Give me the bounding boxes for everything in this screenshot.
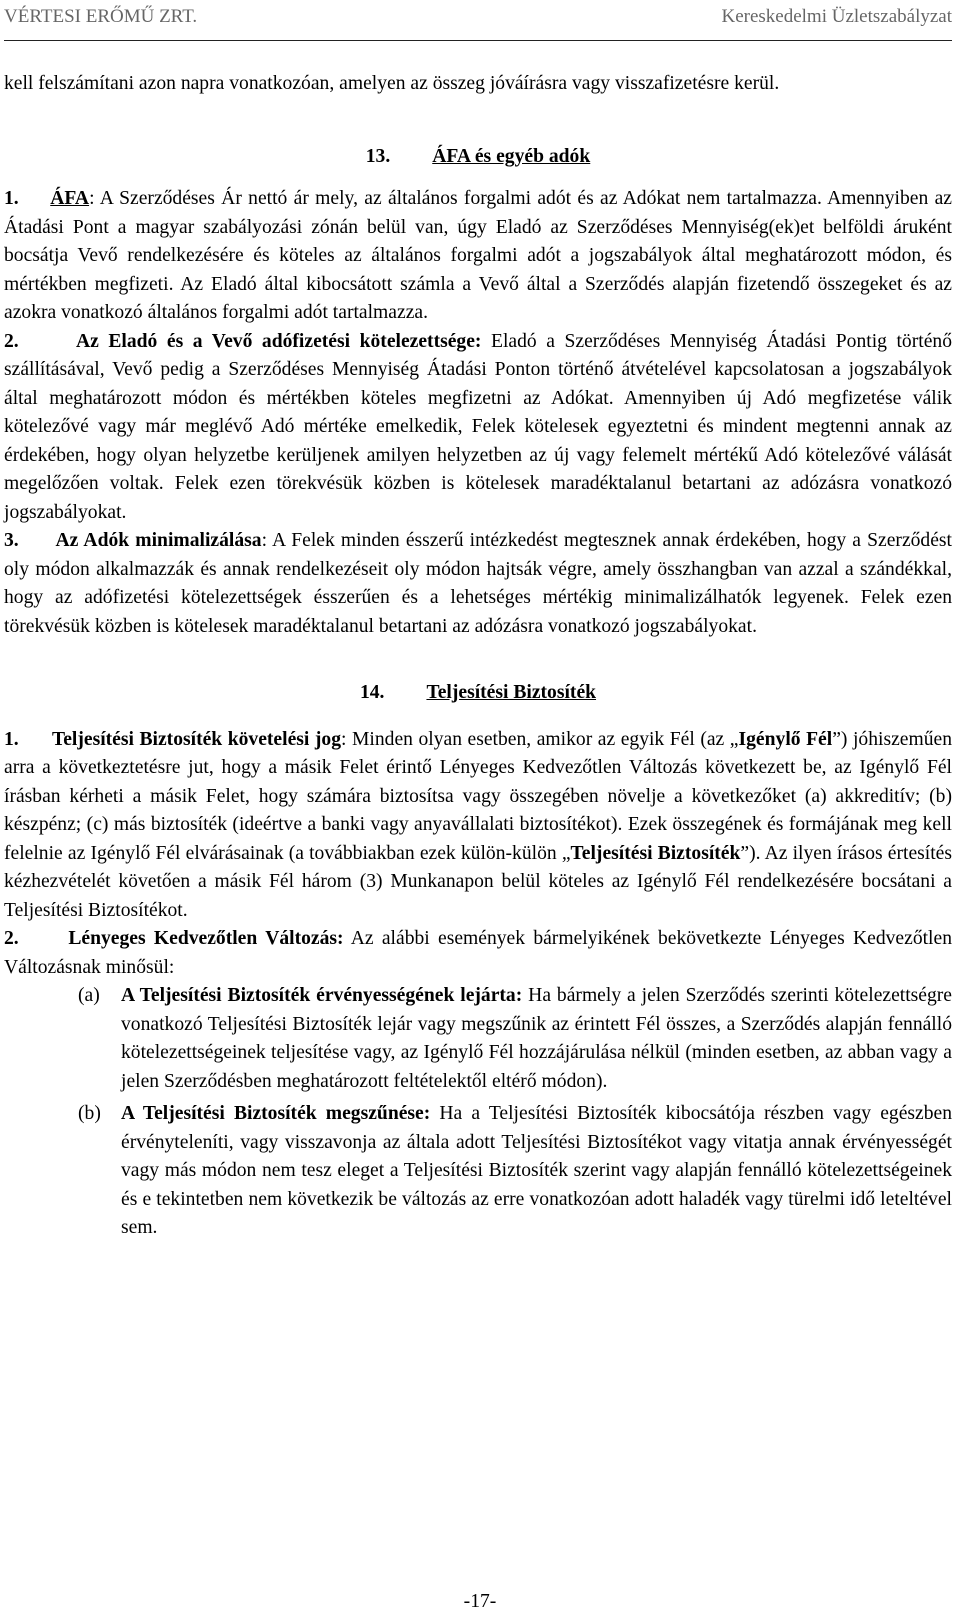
section-13-paragraph-3 [4,527,952,641]
s14-p1-lead: Teljesítési Biztosíték követelési jog [51,728,341,750]
s13-p2-text: Eladó a Szerződéses Mennyiség Átadási Pontig történő szállításával, Vevő pedig a Szerződéses Mennyiség Átadási Ponton történő átvételével kapcsolatosan a jogszabályok által meghatározott módon és mértékben köteles megfizetni az Adókat. Amennyiben új Adó megfizetése válik kötelezővé vagy már meglévő Adó mértéke emelkedik, Felek kötelesek egyeztetni és mindent megtenni annak az érdekében, hogy olyan helyzetbe kerüljenek amilyen helyzetben az új vagy felemelt mértékű Adó kötelezővé válását megelőzően voltak. Felek ezen törekvésük közben is kötelesek maradéktalanul betartani az adózásra vonatkozó jogszabályokat. [4,330,952,523]
list-item-lead: A Teljesítési Biztosíték érvényességének lejárta: [121,985,523,1006]
s13-p2-lead: Az Eladó és a Vevő adófizetési kötelezettsége: [75,330,482,352]
header-rule [4,40,952,41]
sub-item-list [78,982,952,1243]
list-item [78,1100,952,1243]
s14-p1-number: 1. [4,728,19,750]
section-14-title: Teljesítési Biztosíték [426,682,597,703]
header-document-title: Kereskedelmi Üzletszabályzat [721,6,952,27]
s13-p1-lead: ÁFA [50,188,90,209]
list-item-body: Ha bármely a jelen Szerződés szerinti kötelezettségre vonatkozó Teljesítési Biztosíték lejár vagy megszűnik az érintett Fél összes, a Szerződés alapján fennálló kötelezettségeinek teljesítése vagy, az Igénylő Fél hozzájárulása nélkül (minden esetben, az abban vagy a jelen Szerződésben meghatározott feltételektől eltérő módon). [121,985,953,1092]
s14-p2-lead: Lényeges Kedvezőtlen Változás: [68,928,344,949]
page-header [4,4,952,30]
section-13-title: ÁFA és egyéb adók [432,145,591,167]
s13-p3-number: 3. [4,530,19,551]
section-13-heading [4,143,952,172]
intro-paragraph: kell felszámítani azon napra vonatkozóan, amelyen az összeg jóváírásra vagy visszafizetésre kerül. [4,73,780,94]
section-14-heading [4,679,952,708]
section-13-paragraph-1 [4,185,952,328]
s13-p1-number: 1. [4,188,19,209]
list-item-text [121,982,952,1096]
s14-p2-text: Az alábbi események bármelyikének bekövetkezte Lényeges Kedvezőtlen Változásnak minősül: [4,928,952,978]
list-item-lead: A Teljesítési Biztosíték megszűnése: [121,1103,431,1124]
document-body [4,70,952,1243]
list-item [78,982,952,1096]
section-14-number: 14. [359,682,385,703]
list-item-text [121,1100,952,1243]
s13-p1-text: : A Szerződéses Ár nettó ár mely, az általános forgalmi adót és az Adókat nem tartalmazza. Amennyiben az Átadási Pont a magyar szabályozási zónán belül van, úgy Eladó az Szerződéses Mennyiség(ek)et belföldi áruként bocsátja Vevő rendelkezésére és köteles az általános forgalmi adót a jogszabályok által meghatározott módon, és mértékben megfizeti. Az Eladó által kibocsátott számla a Vevő által a Szerződés alapján fizetendő összegeket és az azokra vonatkozó általános forgalmi adót tartalmazza. [4,188,952,323]
s14-p1-bold-a: Igénylő Fél [738,728,833,750]
section-13-paragraph-2 [4,328,952,528]
s13-p3-text: : A Felek minden ésszerű intézkedést megtesznek annak érdekében, hogy a Szerződést oly módon alkalmazzák és annak rendelkezéseit oly módon hajtsák végre, amely összhangban van azzal a szándékkal, hogy az adófizetési kötelezettségek ésszerűen és a lehetséges mértékig minimalizálhatók legyenek. Felek ezen törekvésük közben is kötelesek maradéktalanul betartani az adózásra vonatkozó jogszabályokat. [4,530,952,637]
section-14-paragraph-2 [4,925,952,982]
list-item-label: (a) [78,985,100,1006]
s14-p2-number: 2. [4,928,19,949]
section-13-number: 13. [365,145,391,167]
s14-p1-text-c: ”). Az ilyen írásos értesítés kézhezvételét követően a másik Fél három (3) Munkanapon belül köteles az Igénylő Fél rendelkezésére bocsátani a Teljesítési Biztosítékot. [4,842,952,921]
list-item-label: (b) [78,1103,101,1124]
s14-p1-text-b: ”) jóhiszeműen arra a következtetésre jut, hogy a másik Felet érintő Lényeges Kedvezőtlen Változás következett be, az Igénylő Fél írásban kérheti a másik Felet, hogy számára biztosítsa vagy összegében növelje a következőket (a) akkreditív; (b) készpénz; (c) más biztosíték (ideértve a banki vagy anyavállalati biztosítékot). Ezek összegének és formájának meg kell felelnie az Igénylő Fél elvárásainak (a továbbiakban ezek külön-külön „ [4,728,952,864]
header-company: VÉRTESI ERŐMŰ ZRT. [4,6,198,27]
s13-p3-lead: Az Adók minimalizálása [55,530,262,551]
s14-p1-bold-b: Teljesítési Biztosíték [570,842,741,864]
page-number: -17- [463,1591,497,1612]
s14-p1-text-a: : Minden olyan esetben, amikor az egyik Fél (az „ [341,728,739,750]
s13-p2-number: 2. [4,330,19,352]
list-item-body: Ha a Teljesítési Biztosíték kibocsátója részben vagy egészben érvényteleníti, vagy visszavonja az általa adott Teljesítési Biztosítékot vagy vitatja annak érvényességét vagy más módon nem tesz eleget a Teljesítési Biztosíték szerint vagy alapján fennálló kötelezettségeinek és e tekintetben nem következik be változás az erre vonatkozóan adott haladék vagy türelmi idő leteltével sem. [121,1103,952,1238]
section-14-paragraph-1 [4,726,952,926]
